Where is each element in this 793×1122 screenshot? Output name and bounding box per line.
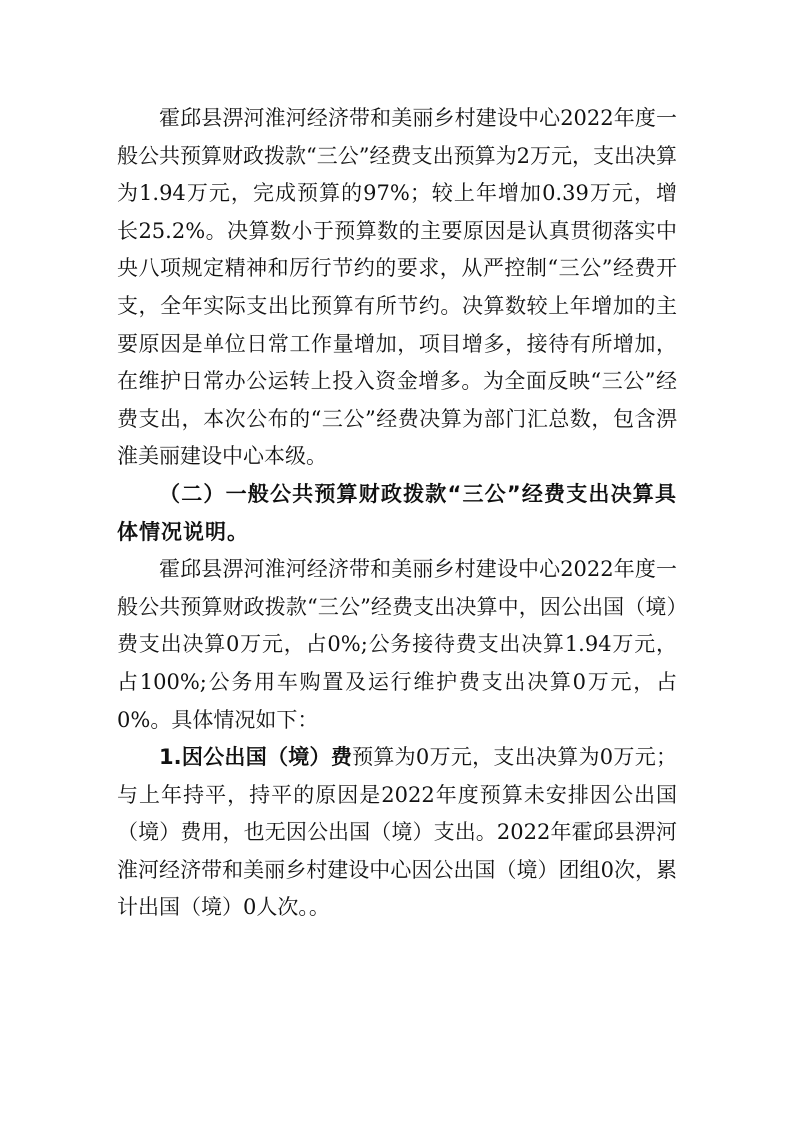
document-page xyxy=(117,100,677,927)
paragraph-expenditure-breakdown: 霍邱县淠河淮河经济带和美丽乡村建设中心2022年度一般公共预算财政拨款“三公”经费支出决算中，因公出国（境）费支出决算0万元，占0%;公务接待费支出决算1.94万元，占100%;公务用车购置及运行维护费支出决算0万元，占0%。具体情况如下： xyxy=(117,557,677,732)
paragraph-overseas-travel xyxy=(117,739,677,927)
section-heading: （二）一般公共预算财政拨款“三公”经费支出决算具体情况说明。 xyxy=(117,481,677,544)
item-lead-label: 1.因公出国（境）费 xyxy=(159,745,353,770)
paragraph-budget-summary: 霍邱县淠河淮河经济带和美丽乡村建设中心2022年度一般公共预算财政拨款“三公”经费支出预算为2万元，支出决算为1.94万元，完成预算的97%；较上年增加0.39万元，增长25.2%。决算数小于预算数的主要原因是认真贯彻落实中央八项规定精神和厉行节约的要求，从严控制“三公”经费开支，全年实际支出比预算有所节约。决算数较上年增加的主要原因是单位日常工作量增加，项目增多，接待有所增加，在维护日常办公运转上投入资金增多。为全面反映“三公”经费支出，本次公布的“三公”经费决算为部门汇总数，包含淠淮美丽建设中心本级。 xyxy=(117,106,677,469)
item-body-text: 预算为0万元，支出决算为0万元；与上年持平，持平的原因是2022年度预算未安排因公出国（境）费用，也无因公出国（境）支出。2022年霍邱县淠河淮河经济带和美丽乡村建设中心因公出国（境）团组0次，累计出国（境）0人次。。 xyxy=(117,745,677,920)
